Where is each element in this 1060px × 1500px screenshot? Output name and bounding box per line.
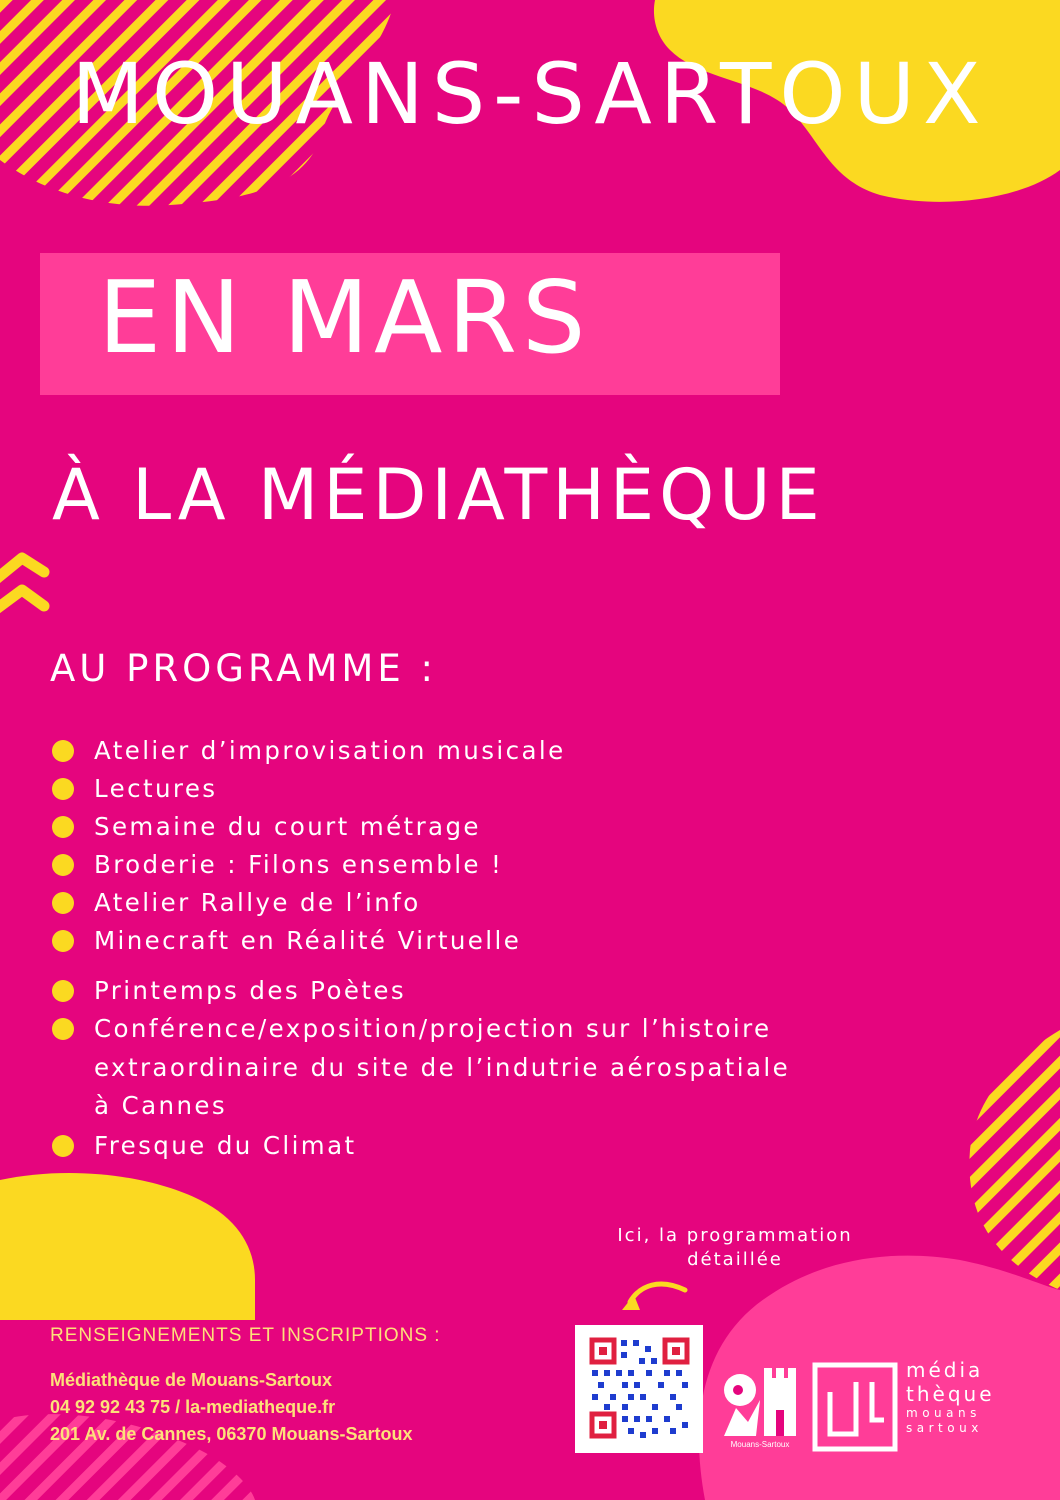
city-title: MOUANS-SARTOUX — [71, 45, 989, 143]
program-item — [50, 770, 217, 809]
program-item — [50, 732, 566, 771]
bullet-dot-icon — [52, 1135, 74, 1157]
mediatheque-logo-line: mouans — [906, 1406, 981, 1420]
program-item-label: Broderie : Filons ensemble ! — [94, 850, 504, 879]
info-heading: RENSEIGNEMENTS ET INSCRIPTIONS : — [50, 1325, 441, 1346]
program-item-label: Atelier d’improvisation musicale — [94, 736, 566, 765]
qr-note-line: détaillée — [687, 1249, 783, 1270]
city-logo-label: Mouans-Sartoux — [730, 1440, 790, 1449]
program-item — [50, 884, 421, 923]
program-item-label: extraordinaire du site de l’indutrie aérospatiale — [94, 1052, 791, 1082]
program-item — [50, 1010, 790, 1126]
bullet-dot-icon — [52, 930, 74, 952]
info-address: 201 Av. de Cannes, 06370 Mouans-Sartoux — [50, 1424, 413, 1444]
program-item-label: Lectures — [94, 774, 218, 803]
subheadline: À LA MÉDIATHÈQUE — [52, 454, 825, 536]
bullet-dot-icon — [52, 740, 74, 762]
bullet-dot-icon — [52, 854, 74, 876]
mediatheque-logo-line: sartoux — [906, 1421, 983, 1435]
curved-arrow-icon — [630, 1284, 685, 1302]
info-contact[interactable]: 04 92 92 43 75 / la-mediatheque.fr — [50, 1397, 336, 1417]
program-item — [50, 972, 406, 1011]
mediatheque-logo-line: média — [906, 1358, 984, 1382]
mediatheque-logo-icon — [812, 1362, 898, 1452]
program-item-label: Printemps des Poètes — [94, 976, 406, 1005]
program-item-label: Minecraft en Réalité Virtuelle — [94, 926, 522, 955]
program-item-label: Atelier Rallye de l’info — [94, 888, 421, 917]
qr-note-line: Ici, la programmation — [617, 1225, 853, 1246]
yellow-blob-bottom-left — [0, 1173, 255, 1320]
program-title: AU PROGRAMME : — [50, 647, 437, 690]
program-item-label: Fresque du Climat — [94, 1131, 357, 1160]
bullet-dot-icon — [52, 980, 74, 1002]
qr-code[interactable] — [575, 1325, 703, 1453]
bullet-dot-icon — [52, 816, 74, 838]
bullet-dot-icon — [52, 778, 74, 800]
headline: EN MARS — [98, 259, 591, 376]
info-name: Médiathèque de Mouans-Sartoux — [50, 1370, 333, 1390]
qr-code-icon — [575, 1325, 703, 1453]
program-item-label: Semaine du court métrage — [94, 812, 481, 841]
program-item-label: Conférence/exposition/projection sur l’histoire — [94, 1014, 772, 1043]
striped-blob-right — [969, 1030, 1060, 1290]
city-logo-icon — [716, 1360, 804, 1442]
bullet-dot-icon — [52, 1018, 74, 1040]
bullet-dot-icon — [52, 892, 74, 914]
program-item — [50, 808, 481, 847]
program-item — [50, 1127, 357, 1166]
mediatheque-logo-text — [906, 1358, 995, 1436]
program-item — [50, 922, 521, 961]
chevron-up-icon — [0, 558, 44, 610]
program-item — [50, 846, 503, 885]
program-item-label: à Cannes — [94, 1091, 228, 1120]
mediatheque-logo-line: thèque — [906, 1382, 995, 1406]
qr-note — [590, 1224, 880, 1272]
